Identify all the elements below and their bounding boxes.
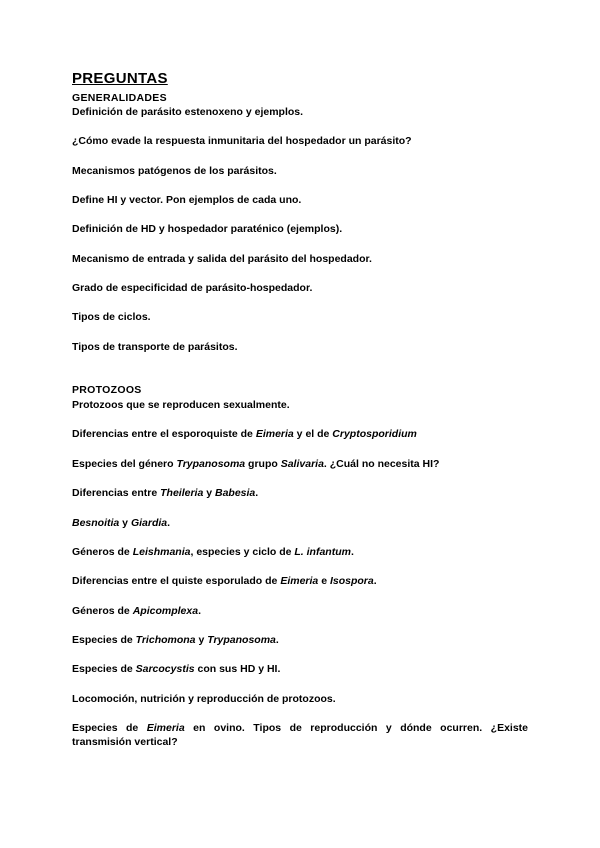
question-item: Especies de Eimeria en ovino. Tipos de reproducción y dónde ocurren. ¿Existe transmisión vertical? (72, 722, 528, 748)
question-item: Mecanismo de entrada y salida del parásito del hospedador. (72, 253, 372, 265)
question-item: Grado de especificidad de parásito-hospedador. (72, 282, 313, 294)
question-item: Especies de Trichomona y Trypanosoma. (72, 634, 279, 646)
question-item: Locomoción, nutrición y reproducción de protozoos. (72, 693, 336, 705)
section-heading-generalidades: GENERALIDADES (72, 92, 167, 104)
question-item: Especies del género Trypanosoma grupo Salivaria. ¿Cuál no necesita HI? (72, 458, 440, 470)
question-item: Géneros de Leishmania, especies y ciclo de L. infantum. (72, 546, 354, 558)
question-item: Besnoitia y Giardia. (72, 517, 171, 529)
question-item: ¿Cómo evade la respuesta inmunitaria del hospedador un parásito? (72, 135, 412, 147)
section-heading-protozoos: PROTOZOOS (72, 384, 142, 396)
question-item: Mecanismos patógenos de los parásitos. (72, 165, 277, 177)
question-item: Diferencias entre Theileria y Babesia. (72, 487, 259, 499)
question-item: Protozoos que se reproducen sexualmente. (72, 399, 290, 411)
question-item: Géneros de Apicomplexa. (72, 605, 201, 617)
question-item: Define HI y vector. Pon ejemplos de cada uno. (72, 194, 302, 206)
question-item: Definición de parásito estenoxeno y ejemplos. (72, 106, 304, 118)
question-item: Diferencias entre el quiste esporulado de Eimeria e Isospora. (72, 575, 377, 587)
question-item: Definición de HD y hospedador paraténico (ejemplos). (72, 223, 343, 235)
page-title: PREGUNTAS (72, 70, 168, 87)
question-item: Tipos de transporte de parásitos. (72, 341, 238, 353)
question-item: Tipos de ciclos. (72, 311, 151, 323)
question-item: Especies de Sarcocystis con sus HD y HI. (72, 663, 281, 675)
question-item: Diferencias entre el esporoquiste de Eimeria y el de Cryptosporidium (72, 428, 417, 440)
